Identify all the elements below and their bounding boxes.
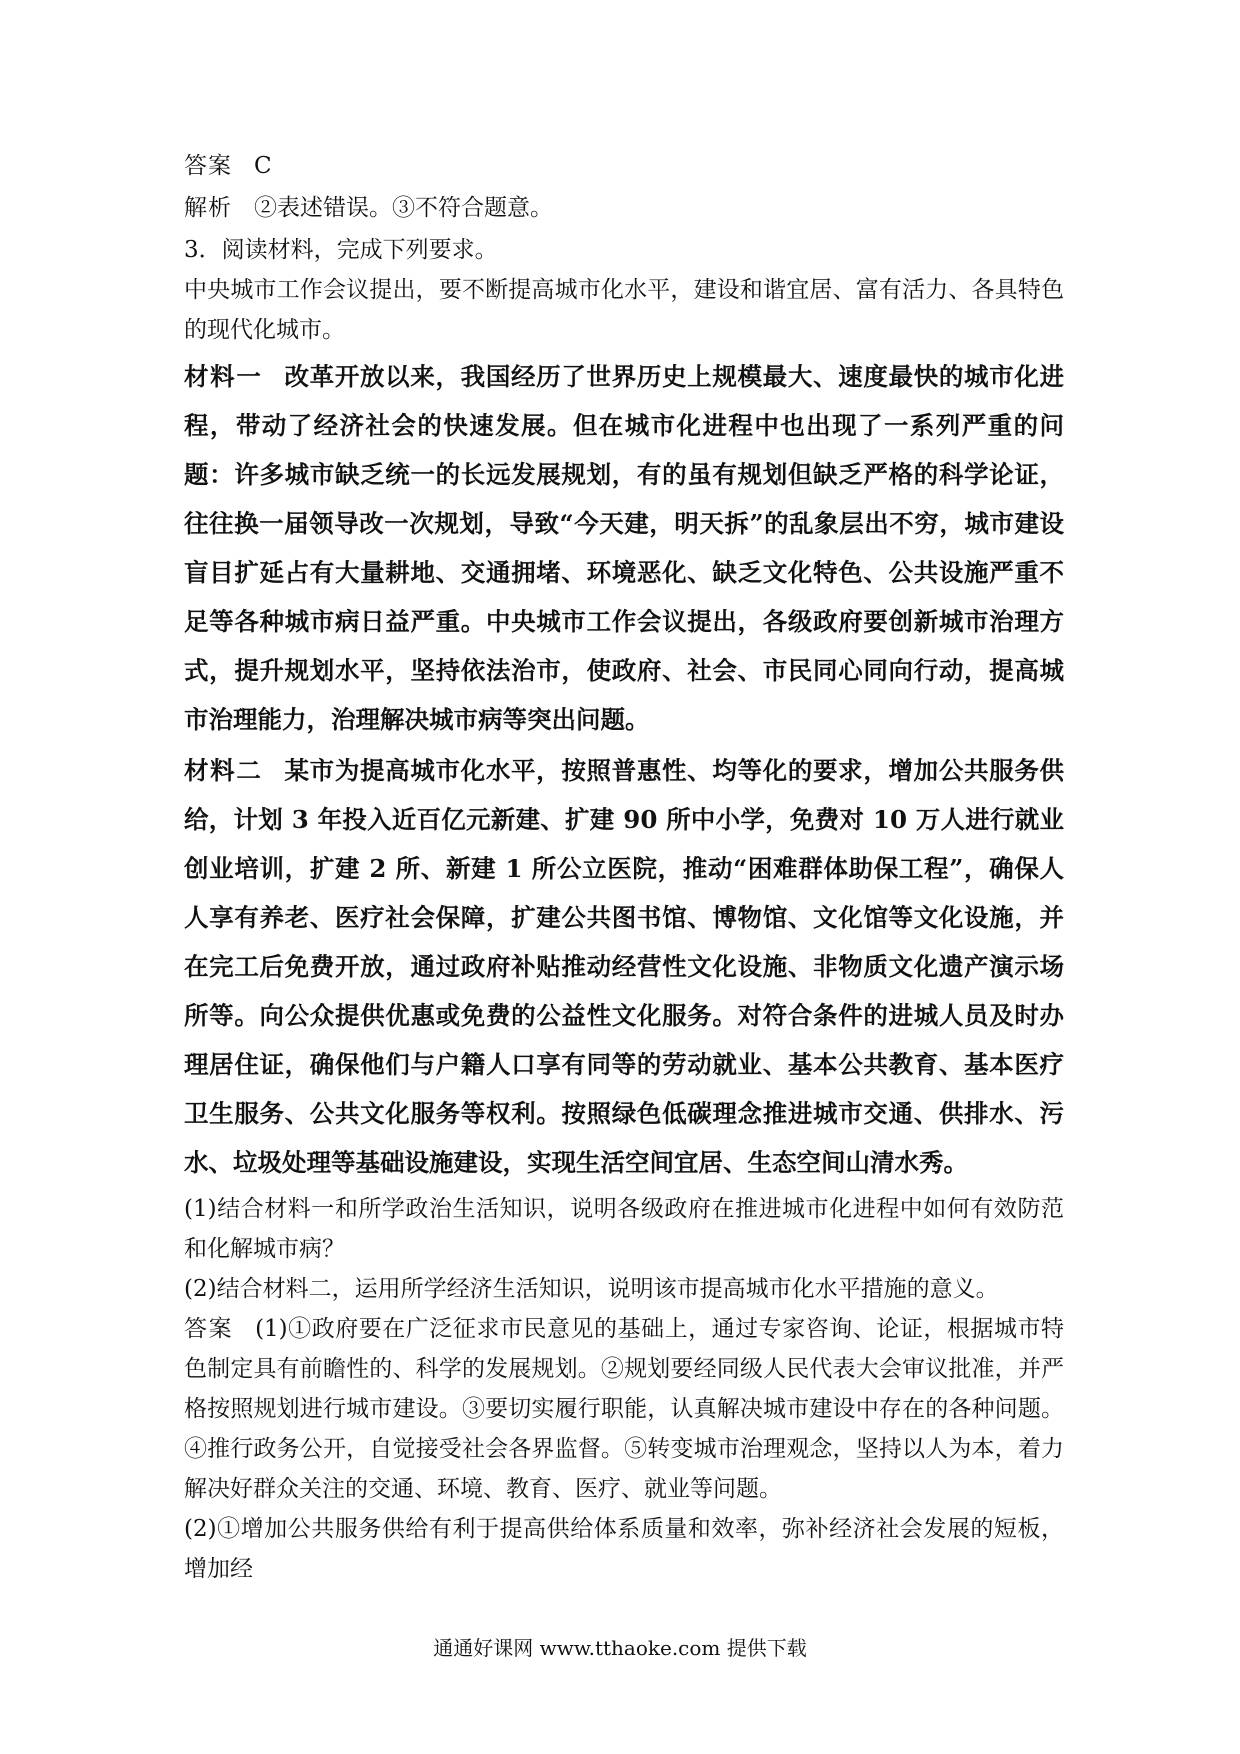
material-1-paragraph [184,352,1064,744]
answer-part-1-text: (1)①政府要在广泛征求市民意见的基础上，通过专家咨询、论证，根据城市特色制定具有前瞻性的、科学的发展规划。②规划要经同级人民代表大会审议批准，并严格按照规划进行城市建设。③要切实履行职能，认真解决城市建设中存在的各种问题。④推行政务公开，自觉接受社会各界监督。⑤转变城市治理观念，坚持以人为本，着力解决好群众关注的交通、环境、教育、医疗、就业等问题。 [184,1316,1064,1502]
answer-label: 答案 [184,153,232,179]
answer-part-1 [184,1309,1064,1509]
material-2-paragraph [184,746,1064,1187]
sub-question-1: (1)结合材料一和所学政治生活知识，说明各级政府在推进城市化进程中如何有效防范和化解城市病？ [184,1196,1064,1262]
question-3-prompt: 3．阅读材料，完成下列要求。 [184,237,498,263]
analysis-line-q2 [184,188,1064,228]
material-1-text: 改革开放以来，我国经历了世界历史上规模最大、速度最快的城市化进程，带动了经济社会的快速发展。但在城市化进程中也出现了一系列严重的问题：许多城市缺乏统一的长远发展规划，有的虽有规划但缺乏严格的科学论证，往往换一届领导改一次规划，导致“今天建，明天拆”的乱象层出不穷，城市建设盲目扩延占有大量耕地、交通拥堵、环境恶化、缺乏文化特色、公共设施严重不足等各种城市病日益严重。中央城市工作会议提出，各级政府要创新城市治理方式，提升规划水平，坚持依法治市，使政府、社会、市民同心同向行动，提高城市治理能力，治理解决城市病等突出问题。 [184,362,1064,734]
answer-line-q2 [184,146,1064,186]
page-content [184,146,1064,1589]
material-1-label: 材料一 [184,362,263,391]
question-3-intro: 中央城市工作会议提出，要不断提高城市化水平，建设和谐宜居、富有活力、各具特色的现代化城市。 [184,277,1064,343]
answer-part-2: (2)①增加公共服务供给有利于提高供给体系质量和效率，弥补经济社会发展的短板，增加经 [184,1516,1064,1582]
answer-3-label: 答案 [184,1316,234,1342]
material-2-text: 某市为提高城市化水平，按照普惠性、均等化的要求，增加公共服务供给，计划 3 年投入近百亿元新建、扩建 90 所中小学，免费对 10 万人进行就业创业培训，扩建 2 所、新建 1 所公立医院，推动“困难群体助保工程”，确保人人享有养老、医疗社会保障，扩建公共图书馆、博物馆、文化馆等文化设施，并在完工后免费开放，通过政府补贴推动经营性文化设施、非物质文化遗产演示场所等。向公众提供优惠或免费的公益性文化服务。对符合条件的进城人员及时办理居住证，确保他们与户籍人口享有同等的劳动就业、基本公共教育、基本医疗卫生服务、公共文化服务等权利。按照绿色低碳理念推进城市交通、供排水、污水、垃圾处理等基础设施建设，实现生活空间宜居、生态空间山清水秀。 [184,756,1064,1177]
page-footer: 通通好课网 www.tthaoke.com 提供下载 [433,1636,807,1660]
analysis-label: 解析 [184,195,232,221]
answer-value: C [254,153,272,179]
material-2-label: 材料二 [184,756,263,785]
sub-question-2: (2)结合材料二，运用所学经济生活知识，说明该市提高城市化水平措施的意义。 [184,1276,999,1302]
analysis-text: ②表述错误。③不符合题意。 [254,195,553,221]
